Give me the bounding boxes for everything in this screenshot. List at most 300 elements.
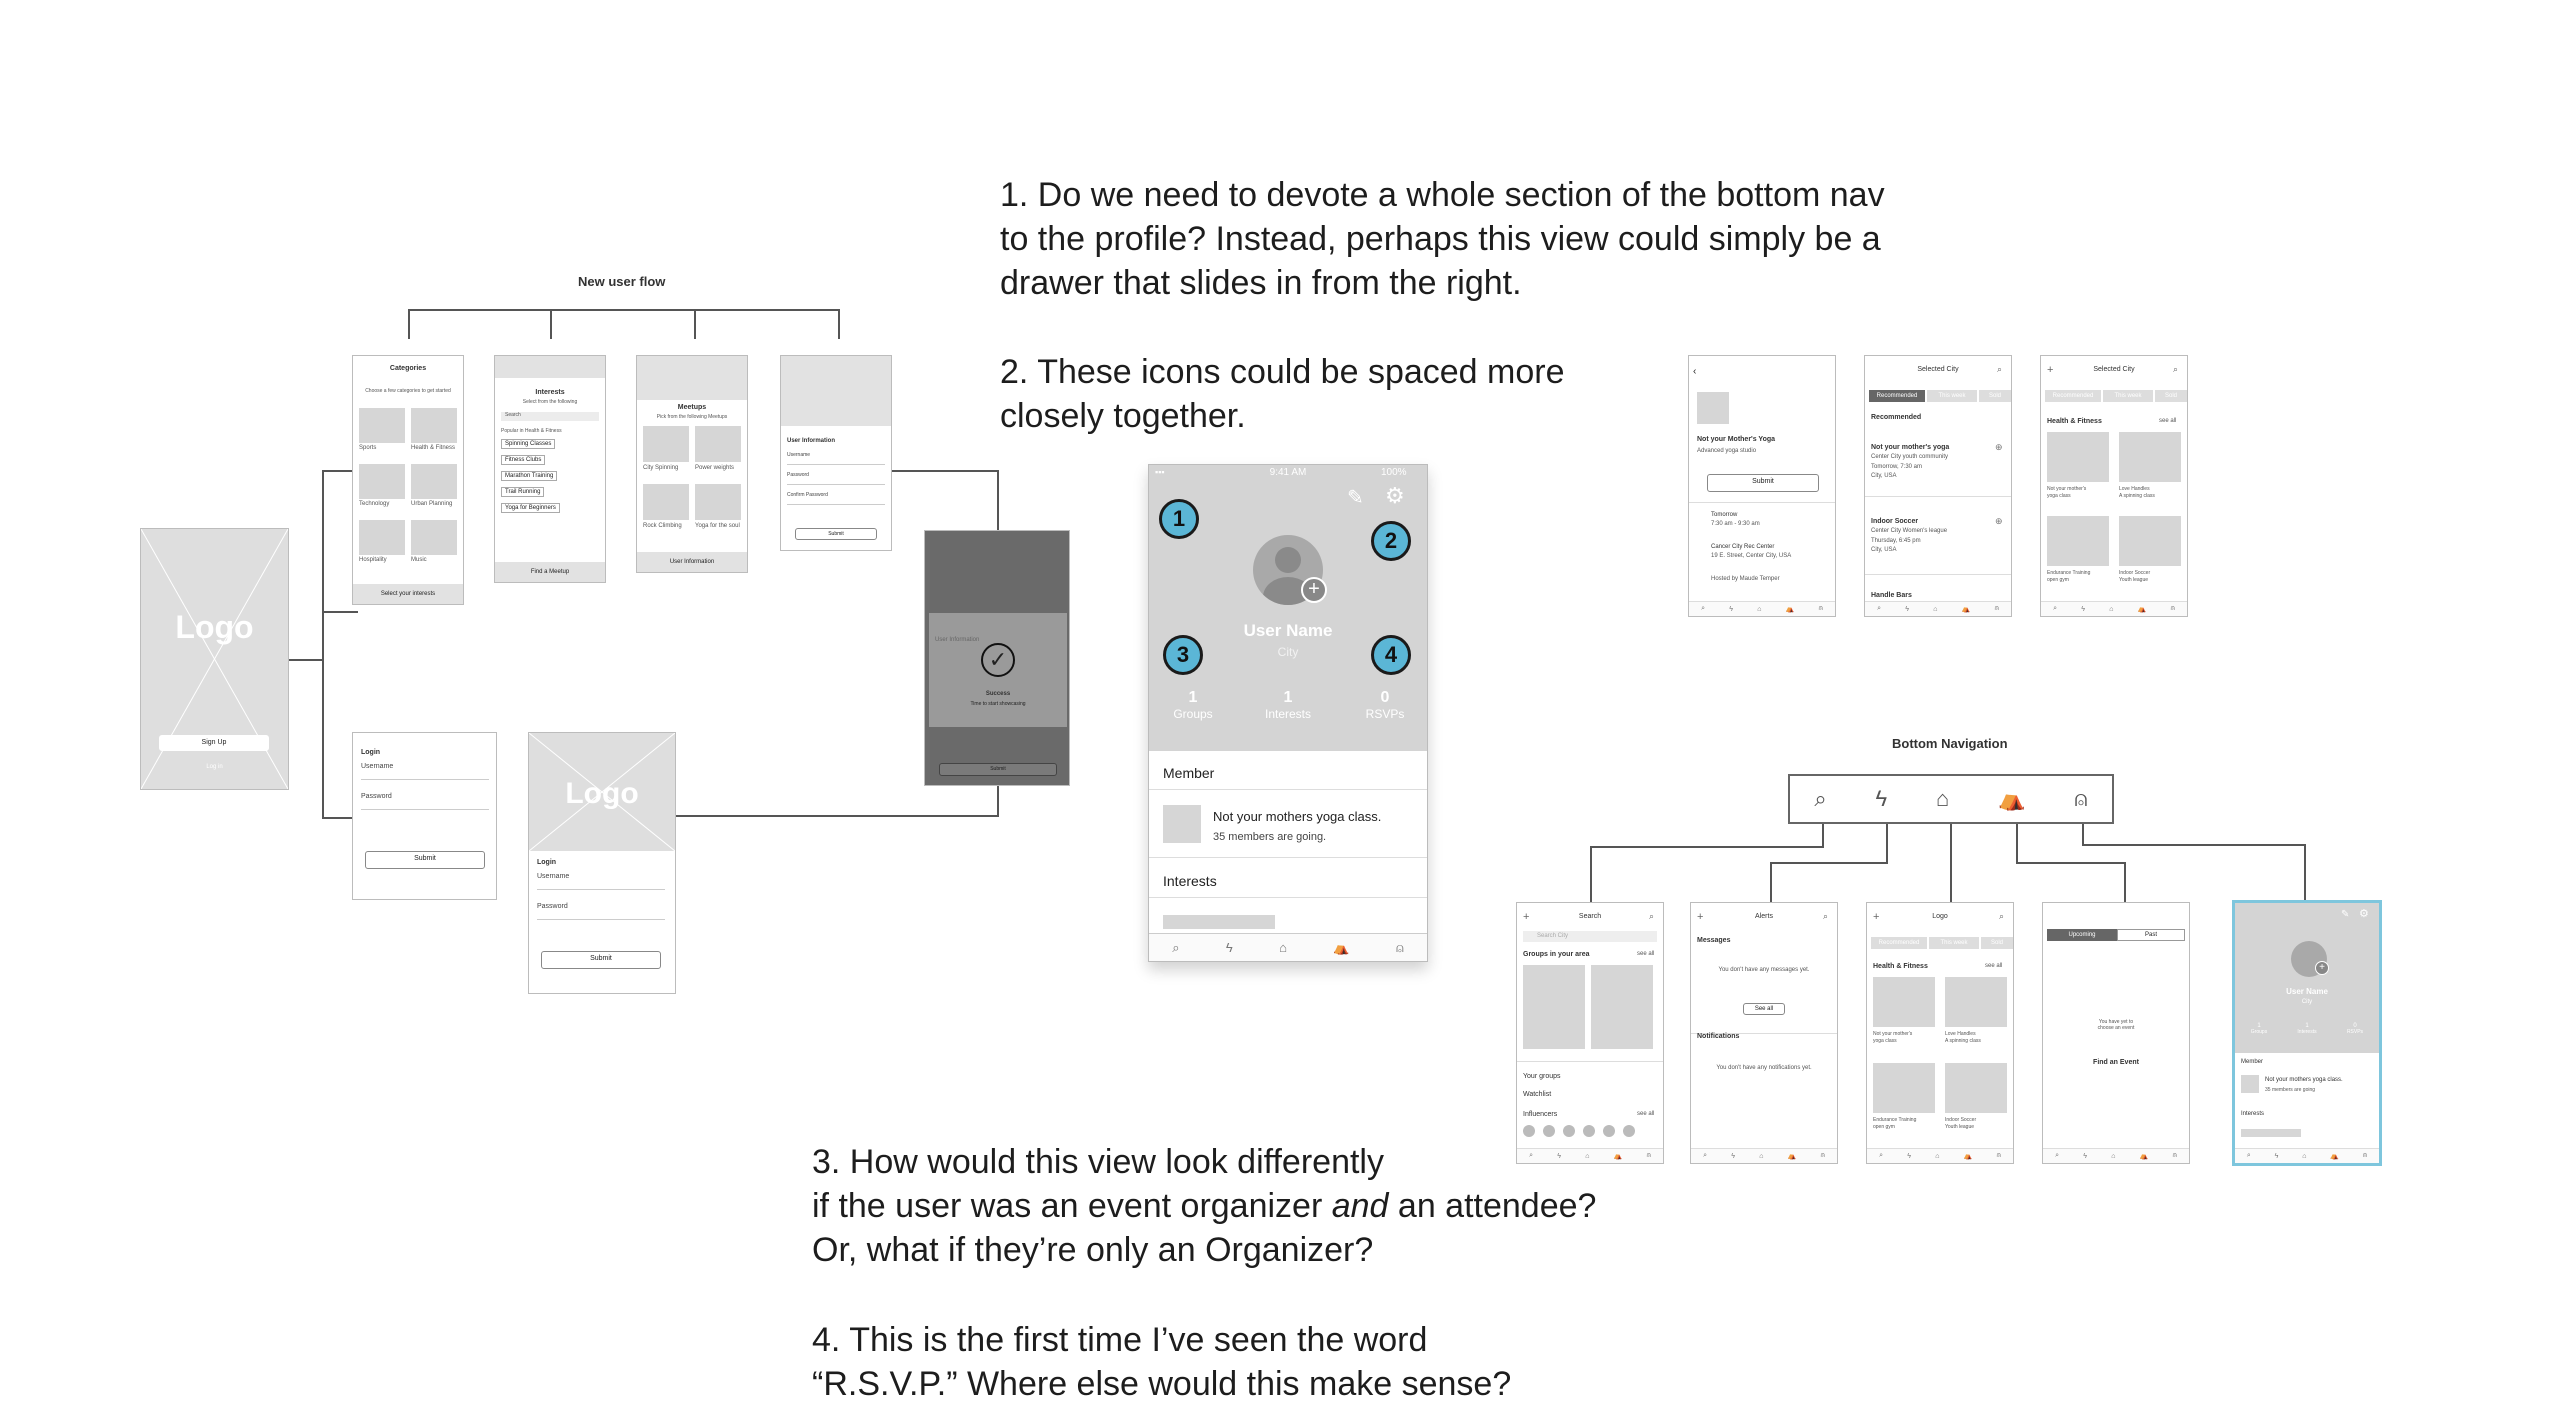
category-tile[interactable] xyxy=(359,520,405,555)
list-item-time: Thursday, 6:45 pm xyxy=(1871,538,1921,544)
alerts-screen xyxy=(1690,902,1838,1164)
section-title: Recommended xyxy=(1871,414,1922,421)
login-screen xyxy=(352,732,497,900)
interests-search-input[interactable]: Search xyxy=(501,412,599,421)
annotation-badge-3: 3 xyxy=(1163,635,1203,675)
search-icon[interactable]: ⌕ xyxy=(2053,605,2058,612)
bottom-nav xyxy=(1867,1148,2013,1163)
meetups-header-band xyxy=(637,356,747,400)
list-item-title[interactable]: Not your mother's yoga xyxy=(1871,444,1950,451)
avatar[interactable] xyxy=(1583,1125,1595,1137)
list-item-location: City, USA xyxy=(1871,547,1897,553)
grid-tile[interactable] xyxy=(2047,432,2109,482)
tab-sold[interactable]: Sold xyxy=(2155,390,2187,402)
flow-connector xyxy=(322,611,358,613)
add-icon[interactable]: + xyxy=(1523,911,1530,923)
bottom-nav xyxy=(1149,933,1427,961)
search-row[interactable]: Your groups xyxy=(1523,1073,1561,1080)
search-icon[interactable]: ⌕ xyxy=(2055,1152,2060,1159)
group-subtitle: 35 members are going xyxy=(2265,1087,2316,1093)
people-icon[interactable]: ⛺ xyxy=(1613,1153,1623,1160)
profile-city: City xyxy=(1277,645,1299,659)
tile-title: Endurance Training xyxy=(2047,570,2091,576)
add-icon[interactable]: + xyxy=(1873,911,1880,923)
grid-tile[interactable] xyxy=(1945,1063,2007,1113)
status-bar xyxy=(1865,356,2011,364)
people-icon[interactable]: ⛺ xyxy=(1333,939,1350,955)
search-icon[interactable]: ⌕ xyxy=(1823,911,1829,921)
meetup-label: Yoga for the soul xyxy=(695,523,740,529)
splash-logo: Logo xyxy=(175,609,254,645)
grid-tile[interactable] xyxy=(2047,516,2109,566)
tile-title: Endurance Training xyxy=(1873,1117,1917,1123)
nav-connector xyxy=(2016,862,2126,864)
meetups-footer[interactable]: User Information xyxy=(637,552,747,572)
interest-chip[interactable]: Spinning Classes xyxy=(501,439,555,449)
home-icon[interactable]: ⌂ xyxy=(1936,786,1950,811)
bolt-icon[interactable]: ϟ xyxy=(2083,1152,2087,1160)
list-item-location: City, USA xyxy=(1871,473,1897,479)
event-thumbnail xyxy=(1697,392,1729,424)
event-submit-button[interactable]: Submit xyxy=(1707,474,1819,492)
people-icon[interactable]: ⛺ xyxy=(2330,1153,2339,1160)
user-info-screen xyxy=(780,355,892,551)
home-icon[interactable]: ⌂ xyxy=(1933,605,1938,613)
avatar[interactable] xyxy=(1523,1125,1535,1137)
stat-label: RSVPs xyxy=(2346,1029,2364,1035)
avatar[interactable] xyxy=(1603,1125,1615,1137)
meetup-tile[interactable] xyxy=(695,426,741,462)
stat-value: 0 xyxy=(1380,689,1390,706)
people-icon[interactable]: ⛺ xyxy=(1961,606,1971,613)
divider xyxy=(1149,857,1427,858)
bolt-icon[interactable]: ϟ xyxy=(1729,605,1733,613)
list-item-sub: Center City Women's league xyxy=(1871,528,1948,534)
divider xyxy=(1689,502,1835,503)
search-icon[interactable]: ⌕ xyxy=(2173,364,2179,374)
profile-icon[interactable]: ⍝ xyxy=(2172,1152,2177,1159)
profile-icon[interactable]: ⍝ xyxy=(2074,786,2088,811)
profile-screen xyxy=(1148,464,1428,962)
bottom-nav xyxy=(1689,601,1835,616)
home-screen xyxy=(1866,902,2014,1164)
see-all-link[interactable]: see all xyxy=(1637,951,1655,957)
see-all-button[interactable]: See all xyxy=(1743,1003,1785,1015)
section-title: Health & Fitness xyxy=(1873,963,1928,970)
category-tile[interactable] xyxy=(411,408,457,443)
login-link[interactable]: Log in xyxy=(206,764,223,770)
username-field[interactable]: Username xyxy=(361,763,489,780)
note-3-line-2 xyxy=(812,1184,1596,1228)
search-icon[interactable]: ⌕ xyxy=(1877,605,1882,612)
divider xyxy=(1149,897,1427,898)
tile-sub: open gym xyxy=(2047,577,2069,583)
note-2-line-1: 2. These icons could be spaced more xyxy=(1000,353,1565,391)
home-icon[interactable]: ⌂ xyxy=(1759,1152,1764,1160)
confirm-password-field[interactable]: Confirm Password xyxy=(787,492,885,505)
interests-footer[interactable]: Find a Meetup xyxy=(495,562,605,582)
bottom-nav xyxy=(1691,1148,1837,1163)
home-icon[interactable]: ⌂ xyxy=(1935,1152,1940,1160)
tab-recommended[interactable]: Recommended xyxy=(1869,390,1925,402)
flow-connector xyxy=(694,309,696,339)
success-title: Success xyxy=(985,691,1011,697)
flow-connector xyxy=(997,470,999,530)
categories-subtitle: Choose a few categories to get started xyxy=(365,388,451,394)
see-all-link[interactable]: see all xyxy=(2159,418,2177,424)
tile-title: Indoor Soccer xyxy=(1945,1117,1977,1123)
interest-placeholder[interactable] xyxy=(1163,915,1275,929)
bottom-nav xyxy=(1517,1148,1663,1163)
password-field[interactable]: Password xyxy=(787,472,885,485)
city-grid-screen xyxy=(2040,355,2188,617)
nav-connector xyxy=(2304,844,2306,902)
search-icon[interactable]: ⌕ xyxy=(1879,1152,1884,1159)
people-icon[interactable]: ⛺ xyxy=(2139,1153,2149,1160)
nav-connector xyxy=(1590,846,1824,848)
flow-connector xyxy=(322,817,352,819)
event-title: Not your Mother's Yoga xyxy=(1697,436,1776,443)
flow-connector xyxy=(676,815,999,817)
tab-recommended[interactable]: Recommended xyxy=(1871,937,1927,949)
profile-icon[interactable]: ⍝ xyxy=(2362,1152,2368,1159)
interests-subtitle: Select from the following xyxy=(522,399,578,405)
tab-recommended[interactable]: Recommended xyxy=(2045,390,2101,402)
profile-icon[interactable]: ⍝ xyxy=(2170,605,2175,612)
user-info-title: User Information xyxy=(787,438,836,444)
note-3-line-2-end: an attendee? xyxy=(1388,1187,1597,1225)
group-subtitle: 35 members are going. xyxy=(1213,831,1327,843)
category-label: Hospitality xyxy=(359,557,387,563)
profile-icon[interactable]: ⍝ xyxy=(1395,939,1404,955)
meetup-tile[interactable] xyxy=(695,484,741,520)
note-1-line-3: drawer that slides in from the right. xyxy=(1000,264,1522,302)
bolt-icon[interactable]: ϟ xyxy=(1907,1152,1911,1160)
tab-this-week[interactable]: This week xyxy=(2103,390,2153,402)
profile-mini-screen xyxy=(2232,900,2382,1166)
login-title: Login xyxy=(537,859,557,866)
search-icon[interactable]: ⌕ xyxy=(1172,939,1180,955)
success-screen xyxy=(924,530,1070,786)
note-4-line-2: “R.S.V.P.” Where else would this make sense? xyxy=(812,1365,1512,1403)
meetups-subtitle: Pick from the following Meetups xyxy=(656,414,728,420)
bolt-icon[interactable]: ϟ xyxy=(1905,605,1909,613)
tab-past[interactable]: Past xyxy=(2117,929,2185,941)
divider xyxy=(1517,1061,1663,1062)
note-1 xyxy=(1000,173,1885,305)
home-icon[interactable]: ⌂ xyxy=(1585,1152,1590,1160)
people-icon[interactable]: ⛺ xyxy=(1963,1153,1973,1160)
add-photo-icon[interactable]: + xyxy=(2315,961,2329,975)
profile-icon[interactable]: ⍝ xyxy=(1818,605,1823,612)
meetup-tile[interactable] xyxy=(643,484,689,520)
group-card[interactable] xyxy=(1591,965,1653,1049)
edit-icon[interactable]: ✎ xyxy=(2341,909,2350,920)
profile-icon[interactable]: ⍝ xyxy=(1994,605,1999,612)
search-icon[interactable]: ⌕ xyxy=(1529,1152,1534,1159)
city-list-screen xyxy=(1864,355,2012,617)
search-title: Search xyxy=(1578,913,1602,920)
interest-chip[interactable]: Trail Running xyxy=(501,487,544,497)
city-header[interactable]: Selected City xyxy=(2093,366,2135,373)
tile-sub: open gym xyxy=(1873,1124,1895,1130)
flow-connector xyxy=(322,470,352,472)
home-icon[interactable]: ⌂ xyxy=(2302,1152,2307,1160)
grid-tile[interactable] xyxy=(2119,432,2181,482)
categories-footer[interactable]: Select your interests xyxy=(353,584,463,604)
grid-tile[interactable] xyxy=(2119,516,2181,566)
people-icon[interactable]: ⛺ xyxy=(1998,786,2026,811)
add-icon[interactable]: ⊕ xyxy=(1995,442,2003,452)
tile-title: Love Handles xyxy=(1945,1031,1976,1037)
category-tile[interactable] xyxy=(359,464,405,499)
note-2 xyxy=(1000,350,1565,438)
stat-interests[interactable] xyxy=(1257,689,1319,721)
nav-connector xyxy=(1950,824,1952,902)
grid-tile[interactable] xyxy=(1873,1063,1935,1113)
interest-chip[interactable]: Yoga for Beginners xyxy=(501,503,560,513)
status-bar xyxy=(1517,903,1663,911)
meetup-label: Power weights xyxy=(695,465,735,471)
note-4 xyxy=(812,1318,1511,1406)
stat-value: 1 xyxy=(1283,689,1293,706)
tile-sub: A spinning class xyxy=(2119,493,2155,499)
city-header[interactable]: Selected City xyxy=(1917,366,1959,373)
no-events-text: You have yet to choose an event xyxy=(2097,1019,2135,1031)
note-3-emphasis: and xyxy=(1331,1187,1389,1225)
event-when: Tomorrow xyxy=(1711,512,1738,518)
flow-connector xyxy=(289,659,323,661)
flow-connector xyxy=(408,309,410,339)
tile-title: Not your mother's xyxy=(1873,1031,1913,1037)
note-1-line-1: 1. Do we need to devote a whole section of the bottom nav xyxy=(1000,176,1885,214)
flow-connector xyxy=(997,786,999,817)
bolt-icon[interactable]: ϟ xyxy=(2081,605,2085,613)
note-4-line-1: 4. This is the first time I’ve seen the word xyxy=(812,1321,1428,1359)
tile-sub: A spinning class xyxy=(1945,1038,1981,1044)
note-3-line-2-start: if the user was an event organizer xyxy=(812,1187,1332,1225)
search-icon[interactable]: ⌕ xyxy=(1999,911,2005,921)
bottom-nav xyxy=(1865,601,2011,616)
password-field[interactable]: Password xyxy=(537,903,665,920)
profile-icon[interactable]: ⍝ xyxy=(1820,1152,1825,1159)
signup-button[interactable]: Sign Up xyxy=(159,735,269,751)
bolt-icon[interactable]: ϟ xyxy=(2274,1152,2279,1160)
home-icon[interactable]: ⌂ xyxy=(2111,1152,2116,1160)
nav-connector xyxy=(2082,824,2084,846)
event-host: Hosted by Maude Temper xyxy=(1711,576,1780,582)
tab-upcoming[interactable]: Upcoming xyxy=(2047,929,2117,941)
events-screen xyxy=(2042,902,2190,1164)
search-icon[interactable]: ⌕ xyxy=(1701,605,1706,612)
flow-connector xyxy=(550,309,552,339)
bolt-icon[interactable]: ϟ xyxy=(1225,940,1233,955)
nav-connector xyxy=(1886,824,1888,864)
interest-chip[interactable]: Marathon Training xyxy=(501,471,557,481)
bolt-icon[interactable]: ϟ xyxy=(1731,1152,1735,1160)
stat-value: 1 xyxy=(2257,1023,2261,1029)
category-tile[interactable] xyxy=(359,408,405,443)
category-label: Music xyxy=(411,557,427,563)
stat-interests[interactable] xyxy=(2287,1023,2327,1035)
interests-heading: Interests xyxy=(1163,873,1217,889)
status-bar xyxy=(1867,903,2013,911)
categories-screen xyxy=(352,355,464,605)
categories-title: Categories xyxy=(389,365,427,372)
event-place: Cancer City Rec Center xyxy=(1711,544,1775,550)
signal-icon: ▪▪▪ xyxy=(1155,467,1165,477)
search-icon[interactable]: ⌕ xyxy=(1814,786,1827,811)
search-icon[interactable]: ⌕ xyxy=(1649,911,1655,921)
search-screen xyxy=(1516,902,1664,1164)
see-all-link[interactable]: see all xyxy=(1637,1111,1655,1117)
avatar[interactable] xyxy=(1623,1125,1635,1137)
tab-this-week[interactable]: This week xyxy=(1929,937,1979,949)
interests-section-label: Popular in Health & Fitness xyxy=(501,428,562,434)
home-icon[interactable]: ⌂ xyxy=(1279,940,1287,955)
member-heading: Member xyxy=(1163,765,1215,781)
nav-connector xyxy=(1770,862,1888,864)
tab-sold[interactable]: Sold xyxy=(1979,390,2011,402)
see-all-link[interactable]: see all xyxy=(1985,963,2003,969)
note-1-line-2: to the profile? Instead, perhaps this view could simply be a xyxy=(1000,220,1881,258)
category-tile[interactable] xyxy=(411,520,457,555)
avatar[interactable] xyxy=(1543,1125,1555,1137)
list-item-title[interactable]: Indoor Soccer xyxy=(1871,518,1919,525)
meetup-tile[interactable] xyxy=(643,426,689,462)
nav-connector xyxy=(2082,844,2306,846)
success-submit-button[interactable]: Submit xyxy=(939,763,1057,776)
bolt-icon[interactable]: ϟ xyxy=(1557,1152,1561,1160)
group-thumbnail[interactable] xyxy=(1163,805,1201,843)
find-event-link[interactable]: Find an Event xyxy=(2093,1059,2139,1066)
edit-icon[interactable]: ✎ xyxy=(1347,487,1364,509)
stat-value: 1 xyxy=(1188,689,1198,706)
login-logo-screen xyxy=(528,732,676,994)
grid-tile[interactable] xyxy=(1873,977,1935,1027)
tile-sub: Youth league xyxy=(2119,577,2149,583)
event-subtitle: Advanced yoga studio xyxy=(1697,448,1757,454)
stat-groups[interactable] xyxy=(2239,1023,2279,1035)
bottom-nav xyxy=(2043,1148,2189,1163)
stat-rsvps[interactable] xyxy=(2335,1023,2375,1035)
group-thumbnail[interactable] xyxy=(2241,1075,2259,1093)
profile-mini-name: User Name xyxy=(2286,987,2328,996)
grid-tile[interactable] xyxy=(1945,977,2007,1027)
bottom-nav xyxy=(2041,601,2187,616)
note-3-line-3: Or, what if they’re only an Organizer? xyxy=(812,1231,1374,1269)
back-icon[interactable]: ‹ xyxy=(1693,366,1697,377)
nav-connector xyxy=(1590,846,1592,902)
people-icon[interactable]: ⛺ xyxy=(2137,606,2147,613)
bolt-icon[interactable]: ϟ xyxy=(1875,786,1888,811)
tile-sub: yoga class xyxy=(2047,493,2071,499)
group-card[interactable] xyxy=(1523,965,1585,1049)
login-submit-button[interactable]: Submit xyxy=(541,951,661,969)
notifications-heading: Notifications xyxy=(1697,1033,1740,1040)
search-icon[interactable]: ⌕ xyxy=(1997,364,2003,374)
search-icon[interactable]: ⌕ xyxy=(2246,1152,2251,1159)
profile-icon[interactable]: ⍝ xyxy=(1646,1152,1651,1159)
category-tile[interactable] xyxy=(411,464,457,499)
tile-title: Indoor Soccer xyxy=(2119,570,2151,576)
user-info-submit-button[interactable]: Submit xyxy=(795,528,877,540)
meetups-screen xyxy=(636,355,748,573)
login-title: Login xyxy=(361,749,381,756)
group-title[interactable]: Not your mothers yoga class. xyxy=(1213,809,1382,824)
password-field[interactable]: Password xyxy=(361,793,489,810)
stat-label: Groups xyxy=(2250,1029,2268,1035)
settings-icon[interactable]: ⚙ xyxy=(2359,908,2369,920)
stat-label: RSVPs xyxy=(1365,707,1405,721)
avatar-head xyxy=(1275,547,1301,573)
note-2-line-2: closely together. xyxy=(1000,397,1246,435)
flow-connector xyxy=(838,309,840,339)
profile-icon[interactable]: ⍝ xyxy=(1996,1152,2001,1159)
check-icon: ✓ xyxy=(981,643,1015,677)
messages-heading: Messages xyxy=(1697,937,1731,944)
success-label: User Information xyxy=(935,637,980,643)
settings-icon[interactable]: ⚙ xyxy=(1385,483,1405,508)
login-submit-button[interactable]: Submit xyxy=(365,851,485,869)
status-bar xyxy=(2041,356,2187,364)
people-icon[interactable]: ⛺ xyxy=(1785,606,1795,613)
avatar[interactable] xyxy=(1563,1125,1575,1137)
tab-this-week[interactable]: This week xyxy=(1927,390,1977,402)
tile-sub: Youth league xyxy=(1945,1124,1975,1130)
event-address: 19 E. Street, Center City, USA xyxy=(1711,553,1792,559)
section-title: Health & Fitness xyxy=(2047,418,2102,425)
add-icon[interactable]: ⊕ xyxy=(1995,516,2003,526)
nav-connector xyxy=(2016,824,2018,864)
interest-chip[interactable]: Fitness Clubs xyxy=(501,455,545,465)
stat-rsvps[interactable] xyxy=(1355,689,1415,721)
search-input[interactable]: Search City xyxy=(1523,931,1657,942)
people-icon[interactable]: ⛺ xyxy=(1787,1153,1797,1160)
login-logo-hero xyxy=(529,733,675,851)
add-icon[interactable]: + xyxy=(1697,911,1704,923)
event-time: 7:30 am - 9:30 am xyxy=(1711,521,1760,527)
bottom-nav xyxy=(2235,1148,2379,1163)
add-photo-icon[interactable]: + xyxy=(1301,577,1327,603)
stat-groups[interactable] xyxy=(1163,689,1223,721)
search-row[interactable]: Watchlist xyxy=(1523,1091,1552,1098)
status-bar xyxy=(2043,903,2189,911)
home-icon[interactable]: ⌂ xyxy=(1757,605,1762,613)
divider xyxy=(1865,574,2011,575)
event-detail-screen xyxy=(1688,355,1836,617)
bottom-nav-heading: Bottom Navigation xyxy=(1892,736,2008,751)
status-battery: 100% xyxy=(1381,467,1407,478)
username-field[interactable]: Username xyxy=(537,873,665,890)
success-message: Time to start showcasing xyxy=(970,701,1026,707)
interests-header-band xyxy=(495,356,605,378)
user-info-header-band xyxy=(781,356,891,426)
group-title[interactable]: Not your mothers yoga class. xyxy=(2265,1077,2343,1083)
splash-screen xyxy=(140,528,289,790)
tab-sold[interactable]: Sold xyxy=(1981,937,2013,949)
no-notifications-text: You don't have any notifications yet. xyxy=(1716,1065,1812,1071)
search-row[interactable]: Influencers xyxy=(1523,1111,1558,1118)
username-field[interactable]: Username xyxy=(787,452,885,465)
add-icon[interactable]: + xyxy=(2047,364,2054,376)
interest-placeholder[interactable] xyxy=(2241,1129,2301,1137)
search-icon[interactable]: ⌕ xyxy=(1703,1152,1708,1159)
no-messages-text: You don't have any messages yet. xyxy=(1718,967,1810,973)
home-icon[interactable]: ⌂ xyxy=(2109,605,2114,613)
bottom-nav-bar-diagram xyxy=(1788,774,2114,824)
list-item-title[interactable]: Handle Bars xyxy=(1871,592,1912,599)
